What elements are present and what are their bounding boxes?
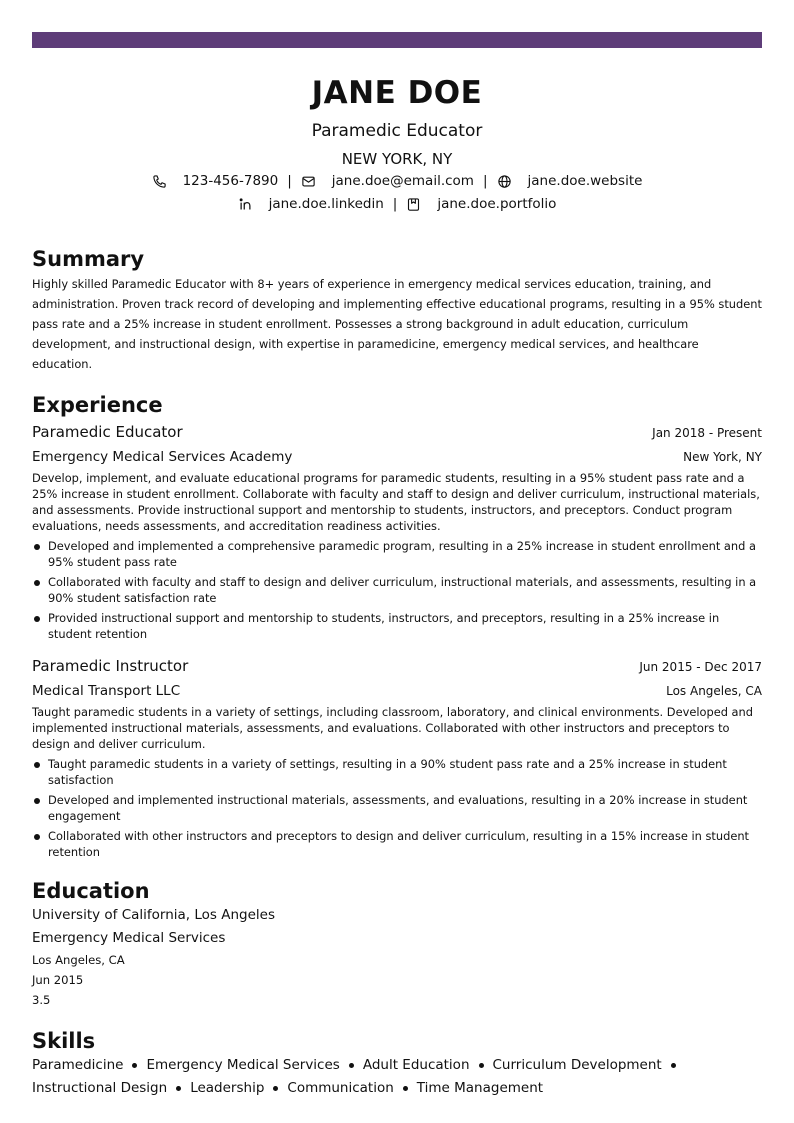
list-item: Developed and implemented instructional materials, assessments, and evaluations, resulting in a 20% increase in student engagement xyxy=(32,792,762,824)
section-title-summary: Summary xyxy=(32,247,145,271)
section-title-experience: Experience xyxy=(32,393,163,417)
email-link[interactable]: jane.doe@email.com xyxy=(331,173,474,189)
job-bullets xyxy=(32,538,762,642)
bullet-dot xyxy=(349,1063,354,1068)
skill-item: Adult Education xyxy=(362,1057,470,1073)
job-dates: Jan 2018 - Present xyxy=(652,426,762,440)
job-header xyxy=(32,657,762,675)
job-entry xyxy=(32,657,762,860)
bullet-dot xyxy=(273,1086,278,1091)
job-description: Taught paramedic students in a variety of settings, including classroom, laboratory, and clinical environments. Developed and implemented instructional materials, assessments, and evaluations. Collaborated with other instructors and preceptors to design and deliver curriculum. xyxy=(32,705,753,751)
resume xyxy=(32,74,762,1100)
phone-icon xyxy=(152,174,167,189)
skills-line-1 xyxy=(32,1054,762,1077)
separator: | xyxy=(482,173,488,189)
bullet-dot xyxy=(176,1086,181,1091)
job-bullets xyxy=(32,756,762,860)
job-entry xyxy=(32,423,762,642)
list-item: Provided instructional support and mentorship to students, instructors, and preceptors, resulting in a 25% increase in student retention xyxy=(32,610,762,642)
list-item: Collaborated with faculty and staff to design and deliver curriculum, instructional materials, and assessments, resulting in a 90% student satisfaction rate xyxy=(32,574,762,606)
education-gpa: 3.5 xyxy=(32,993,51,1007)
linkedin-link[interactable]: jane.doe.linkedin xyxy=(268,196,384,212)
job-subheader xyxy=(32,682,762,700)
skill-item: Emergency Medical Services xyxy=(146,1057,340,1073)
phone-text[interactable]: 123-456-7890 xyxy=(182,173,279,189)
portfolio-item xyxy=(406,195,556,213)
job-header xyxy=(32,423,762,441)
job-title: Paramedic Educator xyxy=(32,423,183,441)
list-item: Developed and implemented a comprehensive paramedic program, resulting in a 25% increase in student enrollment and a 95% student pass rate xyxy=(32,538,762,570)
skills-line-2 xyxy=(32,1077,762,1100)
education-degree: Emergency Medical Services xyxy=(32,930,226,946)
education-school: University of California, Los Angeles xyxy=(32,907,276,923)
list-item: Collaborated with other instructors and preceptors to design and deliver curriculum, resulting in a 15% increase in student retention xyxy=(32,828,762,860)
skill-item: Curriculum Development xyxy=(492,1057,662,1073)
summary-text: Highly skilled Paramedic Educator with 8+ years of experience in emergency medical services education, training, and administration. Proven track record of developing and implementing effective educational programs, resulting in a 95% student pass rate and a 25% increase in student enrollment. Possesses a strong background in adult education, curriculum development, and instructional design, with expertise in paramedicine, emergency medical services, and healthcare education. xyxy=(32,277,762,371)
candidate-location: NEW YORK, NY xyxy=(341,150,453,168)
bookmark-icon xyxy=(406,197,421,212)
linkedin-icon xyxy=(238,197,253,212)
education-date: Jun 2015 xyxy=(32,973,84,987)
portfolio-link[interactable]: jane.doe.portfolio xyxy=(437,196,557,212)
candidate-title: Paramedic Educator xyxy=(311,121,483,141)
accent-bar xyxy=(32,32,762,48)
skills-section xyxy=(32,1028,762,1100)
job-company: Emergency Medical Services Academy xyxy=(32,449,293,465)
mail-icon xyxy=(301,174,316,189)
job-description: Develop, implement, and evaluate educational programs for paramedic students, resulting in a 95% student pass rate and a 25% increase in student enrollment. Collaborate with faculty and staff to design and deliver curriculum, instructional materials, and assessments. Provide instructional support and mentorship to students, instructors, and preceptors. Conduct program evaluations, needs assessments, and accreditation readiness activities. xyxy=(32,471,760,533)
contact-row-1 xyxy=(32,172,762,190)
resume-header xyxy=(32,74,762,213)
job-company: Medical Transport LLC xyxy=(32,683,181,699)
education-location: Los Angeles, CA xyxy=(32,953,125,967)
bullet-dot xyxy=(479,1063,484,1068)
bullet-dot xyxy=(132,1063,137,1068)
phone-item xyxy=(152,172,279,190)
separator: | xyxy=(392,196,398,212)
website-link[interactable]: jane.doe.website xyxy=(527,173,643,189)
skill-item: Paramedicine xyxy=(32,1057,124,1073)
candidate-name: JANE DOE xyxy=(311,75,483,111)
website-item xyxy=(497,172,643,190)
contact-row-2 xyxy=(32,195,762,213)
summary-section xyxy=(32,246,762,374)
job-title: Paramedic Instructor xyxy=(32,657,189,675)
section-title-education: Education xyxy=(32,879,150,903)
skill-item: Instructional Design xyxy=(32,1080,168,1096)
job-subheader xyxy=(32,448,762,466)
globe-icon xyxy=(497,174,512,189)
separator: | xyxy=(287,173,292,189)
bullet-dot xyxy=(403,1086,408,1091)
list-item: Taught paramedic students in a variety of settings, resulting in a 90% student pass rate and a 25% increase in student satisfaction xyxy=(32,756,762,788)
skill-item: Time Management xyxy=(416,1080,544,1096)
job-location: New York, NY xyxy=(683,450,762,464)
job-dates: Jun 2015 - Dec 2017 xyxy=(639,660,762,674)
bullet-dot xyxy=(671,1063,676,1068)
section-title-skills: Skills xyxy=(32,1029,96,1053)
experience-section xyxy=(32,392,762,860)
job-location: Los Angeles, CA xyxy=(666,684,762,698)
linkedin-item xyxy=(238,195,384,213)
skill-item: Leadership xyxy=(190,1080,265,1096)
skill-item: Communication xyxy=(287,1080,394,1096)
email-item xyxy=(301,172,474,190)
education-section xyxy=(32,878,762,1008)
